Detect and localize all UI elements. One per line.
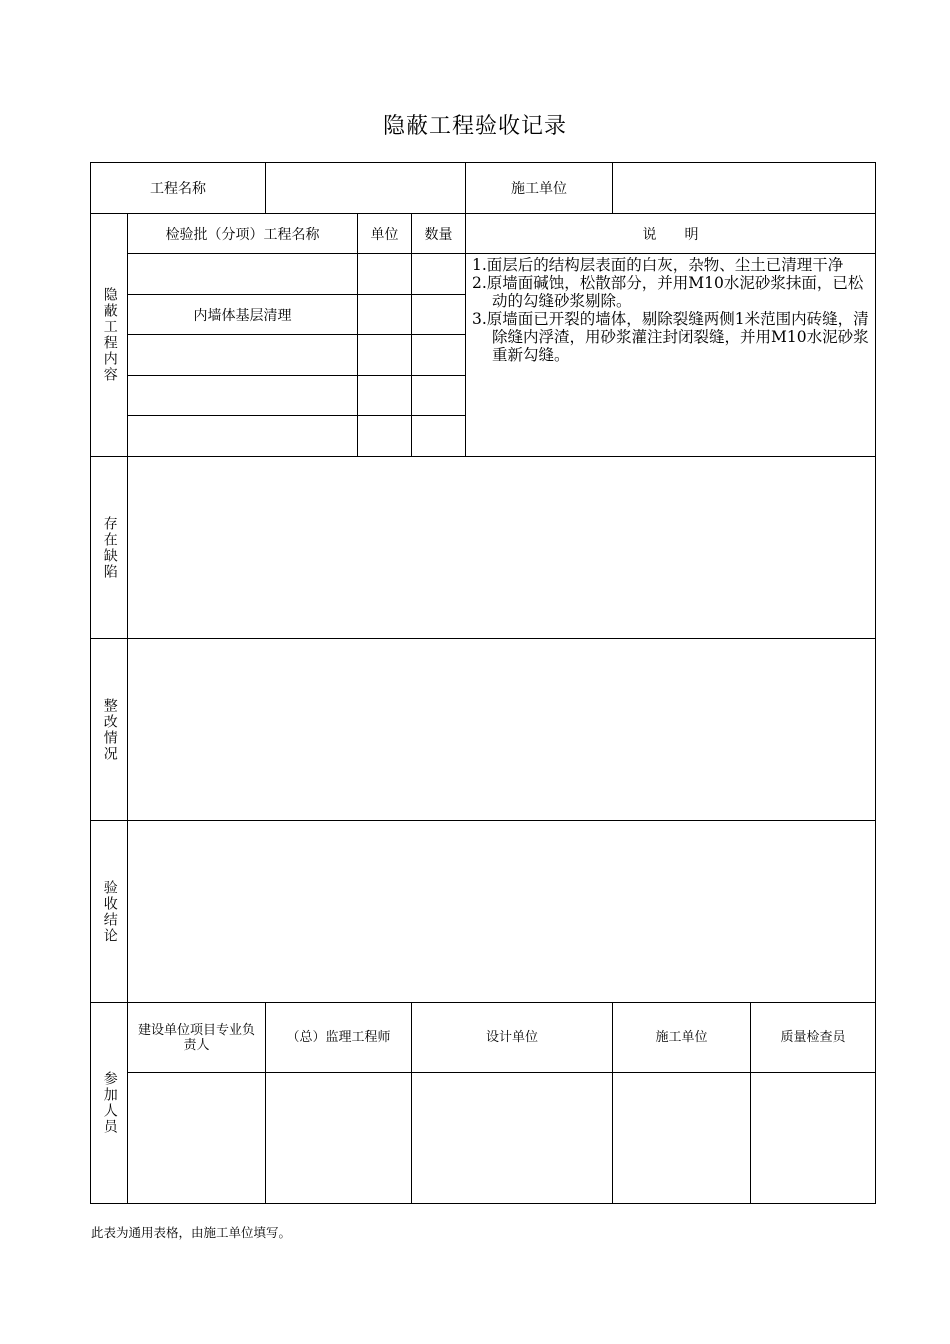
participant-role-label: 施工单位 <box>613 1003 751 1073</box>
item-name-header: 检验批（分项）工程名称 <box>128 214 358 254</box>
participant-role-label: （总）监理工程师 <box>266 1003 412 1073</box>
signature-field[interactable] <box>128 1073 266 1204</box>
participants-section-label: 参加人员 <box>91 1003 128 1204</box>
unit-cell[interactable] <box>358 254 412 295</box>
description-notes <box>466 254 875 364</box>
defects-section-label: 存在缺陷 <box>91 457 128 639</box>
conclusion-section-label: 验收结论 <box>91 821 128 1003</box>
conclusion-field[interactable] <box>128 821 876 1003</box>
rectification-field[interactable] <box>128 639 876 821</box>
conclusion-row <box>91 821 876 1003</box>
unit-header: 单位 <box>358 214 412 254</box>
participants-roles-row <box>91 1003 876 1073</box>
item-name-cell[interactable] <box>128 376 358 416</box>
participant-role-label: 质量检查员 <box>751 1003 876 1073</box>
participant-role-label: 设计单位 <box>412 1003 613 1073</box>
unit-cell[interactable] <box>358 376 412 416</box>
project-name-field[interactable] <box>266 163 466 214</box>
signature-field[interactable] <box>412 1073 613 1204</box>
unit-cell[interactable] <box>358 416 412 457</box>
participant-role-label: 建设单位项目专业负责人 <box>128 1003 266 1073</box>
contractor-label: 施工单位 <box>466 163 613 214</box>
description-notes-cell[interactable] <box>466 254 876 457</box>
page-title: 隐蔽工程验收记录 <box>382 114 567 139</box>
unit-cell[interactable] <box>358 335 412 376</box>
hidden-work-section-label: 隐蔽工程内容 <box>91 214 128 457</box>
quantity-header: 数量 <box>412 214 466 254</box>
hidden-work-column-header <box>91 214 876 254</box>
header-row <box>91 163 876 214</box>
signature-field[interactable] <box>613 1073 751 1204</box>
quantity-cell[interactable] <box>412 254 466 295</box>
contractor-field[interactable] <box>613 163 876 214</box>
footer-note: 此表为通用表格，由施工单位填写。 <box>91 1225 292 1240</box>
quantity-cell[interactable] <box>412 416 466 457</box>
defects-field[interactable] <box>128 457 876 639</box>
quantity-cell[interactable] <box>412 295 466 335</box>
quantity-cell[interactable] <box>412 376 466 416</box>
item-name-cell[interactable] <box>128 254 358 295</box>
rectification-row <box>91 639 876 821</box>
defects-row <box>91 457 876 639</box>
note-item: 2.原墙面碱蚀，松散部分，并用M10水泥砂浆抹面，已松动的勾缝砂浆剔除。 <box>472 274 864 310</box>
signature-field[interactable] <box>266 1073 412 1204</box>
item-name-cell[interactable] <box>128 416 358 457</box>
description-header: 说 明 <box>466 214 876 254</box>
signature-field[interactable] <box>751 1073 876 1204</box>
note-item: 3.原墙面已开裂的墙体，剔除裂缝两侧1米范围内砖缝，清除缝内浮渣，用砂浆灌注封闭裂缝，并用M10水泥砂浆重新勾缝。 <box>472 310 869 364</box>
item-name-cell[interactable]: 内墙体基层清理 <box>128 295 358 335</box>
quantity-cell[interactable] <box>412 335 466 376</box>
unit-cell[interactable] <box>358 295 412 335</box>
project-name-label: 工程名称 <box>91 163 266 214</box>
item-name-cell[interactable] <box>128 335 358 376</box>
note-item: 1.面层后的结构层表面的白灰，杂物、尘土已清理干净 <box>472 256 844 274</box>
participants-signature-row <box>91 1073 876 1204</box>
rectification-section-label: 整改情况 <box>91 639 128 821</box>
acceptance-form-table <box>90 162 876 1204</box>
table-row <box>91 254 876 295</box>
